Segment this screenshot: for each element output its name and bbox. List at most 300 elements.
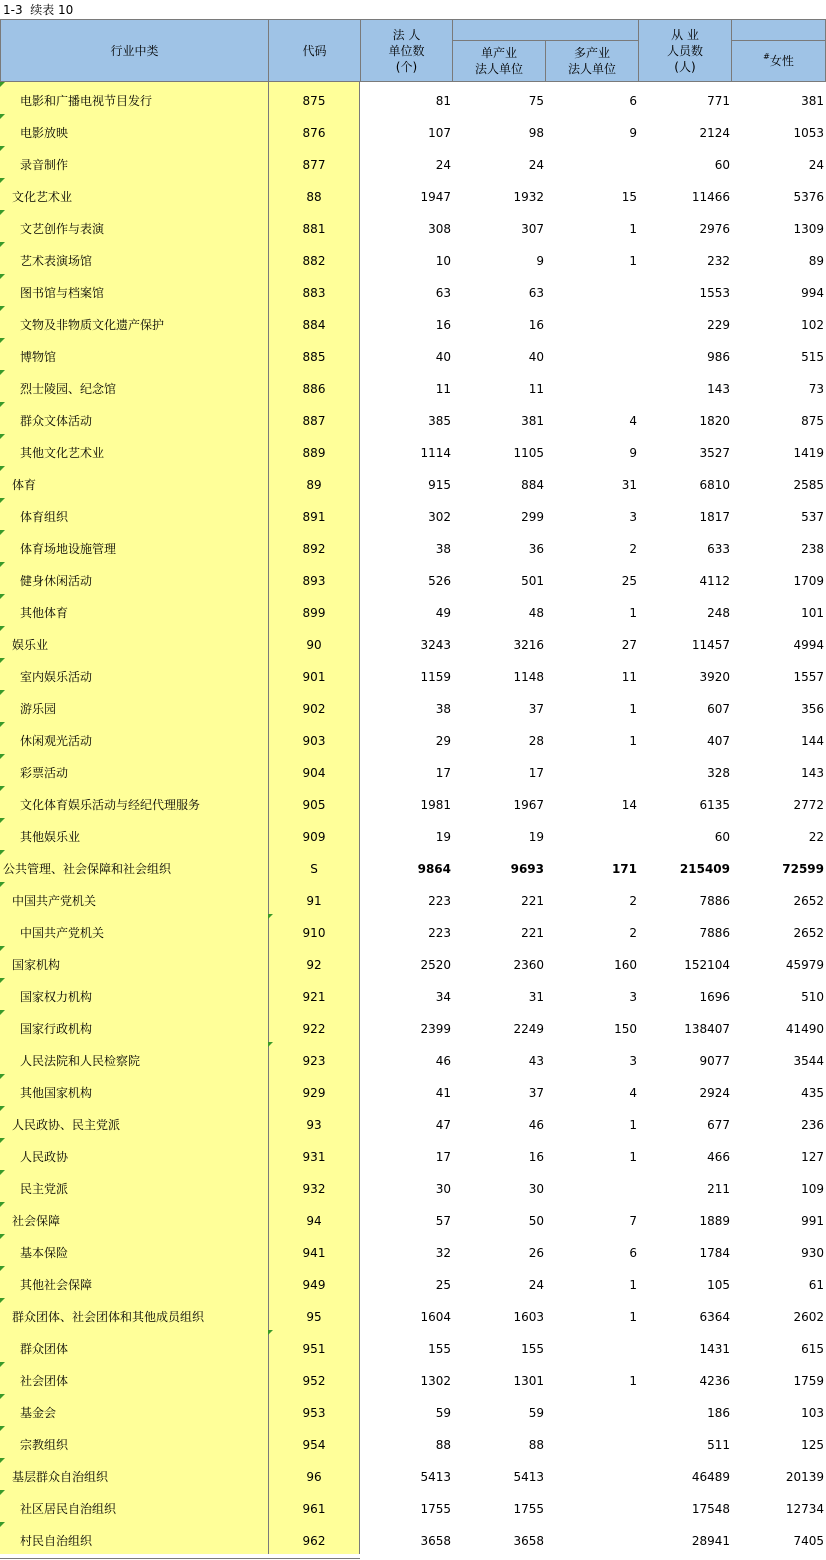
code-cell: 883	[268, 274, 360, 306]
table-row	[0, 818, 826, 850]
female-cell: 381	[801, 94, 824, 108]
female-cell: 238	[801, 542, 824, 556]
table-row	[0, 786, 826, 818]
employees-cell: 1889	[699, 1214, 730, 1228]
table-header	[0, 19, 826, 82]
female-cell: 615	[801, 1342, 824, 1356]
code-cell: 89	[268, 466, 360, 498]
employees-cell: 1817	[699, 510, 730, 524]
comment-marker-icon	[0, 1522, 5, 1527]
female-cell: 127	[801, 1150, 824, 1164]
legal-units-cell: 9864	[417, 862, 451, 876]
employees-cell: 105	[707, 1278, 730, 1292]
female-cell: 24	[808, 158, 824, 172]
industry-name-cell: 国家机构	[0, 946, 268, 978]
employees-cell: 3527	[699, 446, 730, 460]
employees-cell: 633	[707, 542, 730, 556]
header-female: #女性	[731, 40, 826, 82]
industry-name-cell: 艺术表演场馆	[0, 242, 268, 274]
comment-marker-icon	[0, 786, 5, 791]
female-cell: 991	[801, 1214, 824, 1228]
comment-marker-icon	[0, 594, 5, 599]
employees-cell: 152104	[684, 958, 730, 972]
code-cell: 886	[268, 370, 360, 402]
legal-units-cell: 38	[435, 702, 451, 716]
table-row	[0, 754, 826, 786]
comment-marker-icon	[0, 1362, 5, 1367]
employees-cell: 4112	[699, 574, 730, 588]
legal-units-cell: 2520	[420, 958, 451, 972]
female-cell: 7405	[793, 1534, 824, 1548]
multi-industry-cell: 150	[614, 1022, 637, 1036]
legal-units-cell: 526	[428, 574, 451, 588]
female-cell: 930	[801, 1246, 824, 1260]
table-row	[0, 1010, 826, 1042]
female-cell: 20139	[785, 1470, 824, 1484]
female-cell: 144	[801, 734, 824, 748]
comment-marker-icon	[0, 818, 5, 823]
employees-cell: 466	[707, 1150, 730, 1164]
code-cell: 922	[268, 1010, 360, 1042]
table-row	[0, 1106, 826, 1138]
female-cell: 4994	[793, 638, 824, 652]
code-cell: 96	[268, 1458, 360, 1490]
industry-name-cell: 娱乐业	[0, 626, 268, 658]
single-industry-cell: 28	[528, 734, 544, 748]
comment-marker-icon	[0, 178, 5, 183]
employees-cell: 4236	[699, 1374, 730, 1388]
industry-name-cell: 中国共产党机关	[0, 914, 268, 946]
multi-industry-cell: 2	[629, 926, 637, 940]
single-industry-cell: 37	[528, 702, 544, 716]
legal-units-cell: 57	[435, 1214, 451, 1228]
industry-name-cell: 人民政协、民主党派	[0, 1106, 268, 1138]
comment-marker-icon	[0, 498, 5, 503]
header-single-industry: 单产业 法人单位	[452, 40, 546, 82]
industry-name-cell: 博物馆	[0, 338, 268, 370]
table-row	[0, 210, 826, 242]
employees-cell: 986	[707, 350, 730, 364]
code-cell: 885	[268, 338, 360, 370]
employees-cell: 232	[707, 254, 730, 268]
female-cell: 1419	[793, 446, 824, 460]
single-industry-cell: 2249	[513, 1022, 544, 1036]
multi-industry-cell	[545, 1170, 638, 1202]
multi-industry-cell: 27	[621, 638, 637, 652]
table-row	[0, 1042, 826, 1074]
female-cell: 2652	[793, 894, 824, 908]
code-cell: 910	[268, 914, 360, 946]
industry-name-cell: 游乐园	[0, 690, 268, 722]
comment-marker-icon	[0, 1458, 5, 1463]
industry-name-cell: 社会团体	[0, 1362, 268, 1394]
comment-marker-icon	[0, 306, 5, 311]
female-cell: 1309	[793, 222, 824, 236]
industry-name-cell: 基层群众自治组织	[0, 1458, 268, 1490]
comment-marker-icon	[0, 1074, 5, 1079]
code-cell: 953	[268, 1394, 360, 1426]
single-industry-cell: 221	[521, 926, 544, 940]
comment-marker-icon	[0, 1426, 5, 1431]
multi-industry-cell	[545, 338, 638, 370]
table-row	[0, 946, 826, 978]
header-employees: 从 业 人员数 (人)	[638, 19, 732, 82]
industry-name-cell: 电影放映	[0, 114, 268, 146]
code-cell: 951	[268, 1330, 360, 1362]
legal-units-cell: 16	[435, 318, 451, 332]
comment-marker-icon	[268, 914, 273, 919]
table-row	[0, 498, 826, 530]
comment-marker-icon	[0, 1138, 5, 1143]
female-cell: 89	[808, 254, 824, 268]
multi-industry-cell: 11	[621, 670, 637, 684]
female-cell: 356	[801, 702, 824, 716]
multi-industry-cell: 9	[629, 446, 637, 460]
code-cell: 90	[268, 626, 360, 658]
code-cell: S	[268, 850, 360, 882]
female-cell: 61	[808, 1278, 824, 1292]
legal-units-cell: 47	[435, 1118, 451, 1132]
single-industry-cell: 88	[528, 1438, 544, 1452]
employees-cell: 1820	[699, 414, 730, 428]
code-cell: 88	[268, 178, 360, 210]
multi-industry-cell	[545, 754, 638, 786]
single-industry-cell: 1105	[513, 446, 544, 460]
legal-units-cell: 1947	[420, 190, 451, 204]
table-row	[0, 1522, 826, 1554]
code-cell: 929	[268, 1074, 360, 1106]
multi-industry-cell: 171	[611, 862, 637, 876]
legal-units-cell: 1302	[420, 1374, 451, 1388]
single-industry-cell: 30	[528, 1182, 544, 1196]
female-cell: 2772	[793, 798, 824, 812]
multi-industry-cell	[545, 1522, 638, 1554]
female-cell: 537	[801, 510, 824, 524]
legal-units-cell: 385	[428, 414, 451, 428]
multi-industry-cell	[545, 146, 638, 178]
employees-cell: 211	[707, 1182, 730, 1196]
comment-marker-icon	[0, 882, 5, 887]
code-cell: 952	[268, 1362, 360, 1394]
legal-units-cell: 17	[435, 766, 451, 780]
header-legal-units-group	[452, 19, 639, 41]
table-row	[0, 1234, 826, 1266]
female-cell: 510	[801, 990, 824, 1004]
table-row	[0, 530, 826, 562]
single-industry-cell: 2360	[513, 958, 544, 972]
code-cell: 901	[268, 658, 360, 690]
legal-units-cell: 88	[435, 1438, 451, 1452]
employees-cell: 511	[707, 1438, 730, 1452]
multi-industry-cell: 15	[621, 190, 637, 204]
legal-units-cell: 25	[435, 1278, 451, 1292]
table-row	[0, 1202, 826, 1234]
industry-name-cell: 公共管理、社会保障和社会组织	[0, 850, 268, 882]
employees-cell: 6810	[699, 478, 730, 492]
table-row	[0, 722, 826, 754]
employees-cell: 9077	[699, 1054, 730, 1068]
employees-cell: 7886	[699, 894, 730, 908]
table-body	[0, 82, 826, 1554]
single-industry-cell: 1603	[513, 1310, 544, 1324]
single-industry-cell: 48	[528, 606, 544, 620]
industry-name-cell: 体育组织	[0, 498, 268, 530]
table-row	[0, 882, 826, 914]
employees-cell: 28941	[691, 1534, 730, 1548]
female-cell: 994	[801, 286, 824, 300]
legal-units-cell: 107	[428, 126, 451, 140]
table-row	[0, 1074, 826, 1106]
employees-cell: 60	[714, 830, 730, 844]
multi-industry-cell: 31	[621, 478, 637, 492]
legal-units-cell: 10	[435, 254, 451, 268]
employees-cell: 328	[707, 766, 730, 780]
code-cell: 876	[268, 114, 360, 146]
comment-marker-icon	[0, 82, 5, 87]
legal-units-cell: 81	[435, 94, 451, 108]
multi-industry-cell	[545, 1426, 638, 1458]
table-row	[0, 1490, 826, 1522]
code-cell: 93	[268, 1106, 360, 1138]
multi-industry-cell	[545, 306, 638, 338]
multi-industry-cell: 1	[629, 1278, 637, 1292]
single-industry-cell: 1301	[513, 1374, 544, 1388]
table-row	[0, 1362, 826, 1394]
industry-name-cell: 体育	[0, 466, 268, 498]
comment-marker-icon	[0, 466, 5, 471]
code-cell: 949	[268, 1266, 360, 1298]
female-cell: 103	[801, 1406, 824, 1420]
industry-name-cell: 群众文体活动	[0, 402, 268, 434]
table-row	[0, 434, 826, 466]
comment-marker-icon	[0, 1394, 5, 1399]
comment-marker-icon	[0, 242, 5, 247]
industry-name-cell: 其他娱乐业	[0, 818, 268, 850]
female-cell: 1053	[793, 126, 824, 140]
industry-name-cell: 文化体育娱乐活动与经纪代理服务	[0, 786, 268, 818]
multi-industry-cell: 1	[629, 1118, 637, 1132]
comment-marker-icon	[0, 146, 5, 151]
table-row	[0, 402, 826, 434]
table-row	[0, 146, 826, 178]
multi-industry-cell	[545, 1330, 638, 1362]
female-cell: 5376	[793, 190, 824, 204]
header-legal-units: 法 人 单位数 (个)	[360, 19, 453, 82]
header-employees-group	[731, 19, 826, 41]
comment-marker-icon	[0, 370, 5, 375]
employees-cell: 11457	[691, 638, 730, 652]
employees-cell: 138407	[684, 1022, 730, 1036]
multi-industry-cell: 7	[629, 1214, 637, 1228]
industry-name-cell: 中国共产党机关	[0, 882, 268, 914]
code-cell: 893	[268, 562, 360, 594]
female-cell: 45979	[785, 958, 824, 972]
legal-units-cell: 34	[435, 990, 451, 1004]
industry-name-cell: 体育场地设施管理	[0, 530, 268, 562]
comment-marker-icon	[0, 1010, 5, 1015]
single-industry-cell: 19	[528, 830, 544, 844]
legal-units-cell: 17	[435, 1150, 451, 1164]
employees-cell: 215409	[679, 862, 730, 876]
employees-cell: 17548	[691, 1502, 730, 1516]
single-industry-cell: 43	[528, 1054, 544, 1068]
code-cell: 923	[268, 1042, 360, 1074]
employees-cell: 1553	[699, 286, 730, 300]
employees-cell: 1696	[699, 990, 730, 1004]
code-cell: 882	[268, 242, 360, 274]
code-cell: 932	[268, 1170, 360, 1202]
code-cell: 909	[268, 818, 360, 850]
header-industry: 行业中类	[0, 19, 269, 82]
female-cell: 2585	[793, 478, 824, 492]
industry-name-cell: 人民政协	[0, 1138, 268, 1170]
comment-marker-icon	[0, 1202, 5, 1207]
legal-units-cell: 38	[435, 542, 451, 556]
legal-units-cell: 63	[435, 286, 451, 300]
comment-marker-icon	[0, 1298, 5, 1303]
employees-cell: 771	[707, 94, 730, 108]
code-cell: 921	[268, 978, 360, 1010]
single-industry-cell: 11	[528, 382, 544, 396]
female-cell: 1759	[793, 1374, 824, 1388]
multi-industry-cell: 6	[629, 94, 637, 108]
comment-marker-icon	[0, 722, 5, 727]
table-row	[0, 1298, 826, 1330]
table-row	[0, 1330, 826, 1362]
legal-units-cell: 19	[435, 830, 451, 844]
legal-units-cell: 24	[435, 158, 451, 172]
single-industry-cell: 3216	[513, 638, 544, 652]
employees-cell: 248	[707, 606, 730, 620]
comment-marker-icon	[0, 658, 5, 663]
industry-name-cell: 国家行政机构	[0, 1010, 268, 1042]
legal-units-cell: 5413	[420, 1470, 451, 1484]
female-cell: 41490	[785, 1022, 824, 1036]
multi-industry-cell: 3	[629, 510, 637, 524]
comment-marker-icon	[0, 1266, 5, 1271]
comment-marker-icon	[0, 946, 5, 951]
industry-name-cell: 录音制作	[0, 146, 268, 178]
single-industry-cell: 40	[528, 350, 544, 364]
female-cell: 101	[801, 606, 824, 620]
comment-marker-icon	[0, 978, 5, 983]
multi-industry-cell: 1	[629, 606, 637, 620]
single-industry-cell: 5413	[513, 1470, 544, 1484]
female-cell: 22	[808, 830, 824, 844]
table-row	[0, 978, 826, 1010]
multi-industry-cell: 4	[629, 414, 637, 428]
comment-marker-icon	[0, 338, 5, 343]
female-mark: #	[763, 52, 770, 61]
comment-marker-icon	[0, 754, 5, 759]
header-code: 代码	[268, 19, 361, 82]
legal-units-cell: 155	[428, 1342, 451, 1356]
code-cell: 91	[268, 882, 360, 914]
industry-name-cell: 其他国家机构	[0, 1074, 268, 1106]
code-cell: 884	[268, 306, 360, 338]
multi-industry-cell	[545, 1458, 638, 1490]
industry-name-cell: 社区居民自治组织	[0, 1490, 268, 1522]
employees-cell: 607	[707, 702, 730, 716]
single-industry-cell: 299	[521, 510, 544, 524]
multi-industry-cell: 4	[629, 1086, 637, 1100]
table-row	[0, 658, 826, 690]
single-industry-cell: 1755	[513, 1502, 544, 1516]
table-row	[0, 466, 826, 498]
single-industry-cell: 26	[528, 1246, 544, 1260]
single-industry-cell: 75	[528, 94, 544, 108]
code-cell: 95	[268, 1298, 360, 1330]
table-row	[0, 562, 826, 594]
employees-cell: 143	[707, 382, 730, 396]
sheet-title: 1-3 续表 10	[3, 3, 74, 17]
legal-units-cell: 1114	[420, 446, 451, 460]
single-industry-cell: 155	[521, 1342, 544, 1356]
multi-industry-cell: 3	[629, 990, 637, 1004]
multi-industry-cell: 1	[629, 254, 637, 268]
multi-industry-cell: 25	[621, 574, 637, 588]
employees-cell: 6364	[699, 1310, 730, 1324]
legal-units-cell: 41	[435, 1086, 451, 1100]
single-industry-cell: 17	[528, 766, 544, 780]
industry-name-cell: 人民法院和人民检察院	[0, 1042, 268, 1074]
industry-name-cell: 电影和广播电视节目发行	[0, 82, 268, 114]
employees-cell: 2924	[699, 1086, 730, 1100]
industry-name-cell: 文艺创作与表演	[0, 210, 268, 242]
female-cell: 125	[801, 1438, 824, 1452]
code-cell: 92	[268, 946, 360, 978]
employees-cell: 1431	[699, 1342, 730, 1356]
female-cell: 1709	[793, 574, 824, 588]
table-row	[0, 850, 826, 882]
multi-industry-cell	[545, 1490, 638, 1522]
legal-units-cell: 32	[435, 1246, 451, 1260]
industry-name-cell: 群众团体	[0, 1330, 268, 1362]
female-cell: 109	[801, 1182, 824, 1196]
code-cell: 891	[268, 498, 360, 530]
comment-marker-icon	[0, 530, 5, 535]
comment-marker-icon	[0, 402, 5, 407]
female-cell: 143	[801, 766, 824, 780]
female-cell: 1557	[793, 670, 824, 684]
legal-units-cell: 40	[435, 350, 451, 364]
code-cell: 881	[268, 210, 360, 242]
single-industry-cell: 221	[521, 894, 544, 908]
code-cell: 889	[268, 434, 360, 466]
code-cell: 887	[268, 402, 360, 434]
employees-cell: 229	[707, 318, 730, 332]
multi-industry-cell: 1	[629, 1150, 637, 1164]
single-industry-cell: 381	[521, 414, 544, 428]
legal-units-cell: 308	[428, 222, 451, 236]
code-cell: 962	[268, 1522, 360, 1554]
legal-units-cell: 1755	[420, 1502, 451, 1516]
female-cell: 515	[801, 350, 824, 364]
table-row	[0, 274, 826, 306]
multi-industry-cell: 2	[629, 894, 637, 908]
table-row	[0, 914, 826, 946]
table-row	[0, 1266, 826, 1298]
single-industry-cell: 501	[521, 574, 544, 588]
multi-industry-cell: 1	[629, 734, 637, 748]
code-cell: 905	[268, 786, 360, 818]
multi-industry-cell	[545, 1394, 638, 1426]
comment-marker-icon	[0, 626, 5, 631]
comment-marker-icon	[0, 1490, 5, 1495]
industry-name-cell: 烈士陵园、纪念馆	[0, 370, 268, 402]
multi-industry-cell	[545, 818, 638, 850]
code-cell: 94	[268, 1202, 360, 1234]
